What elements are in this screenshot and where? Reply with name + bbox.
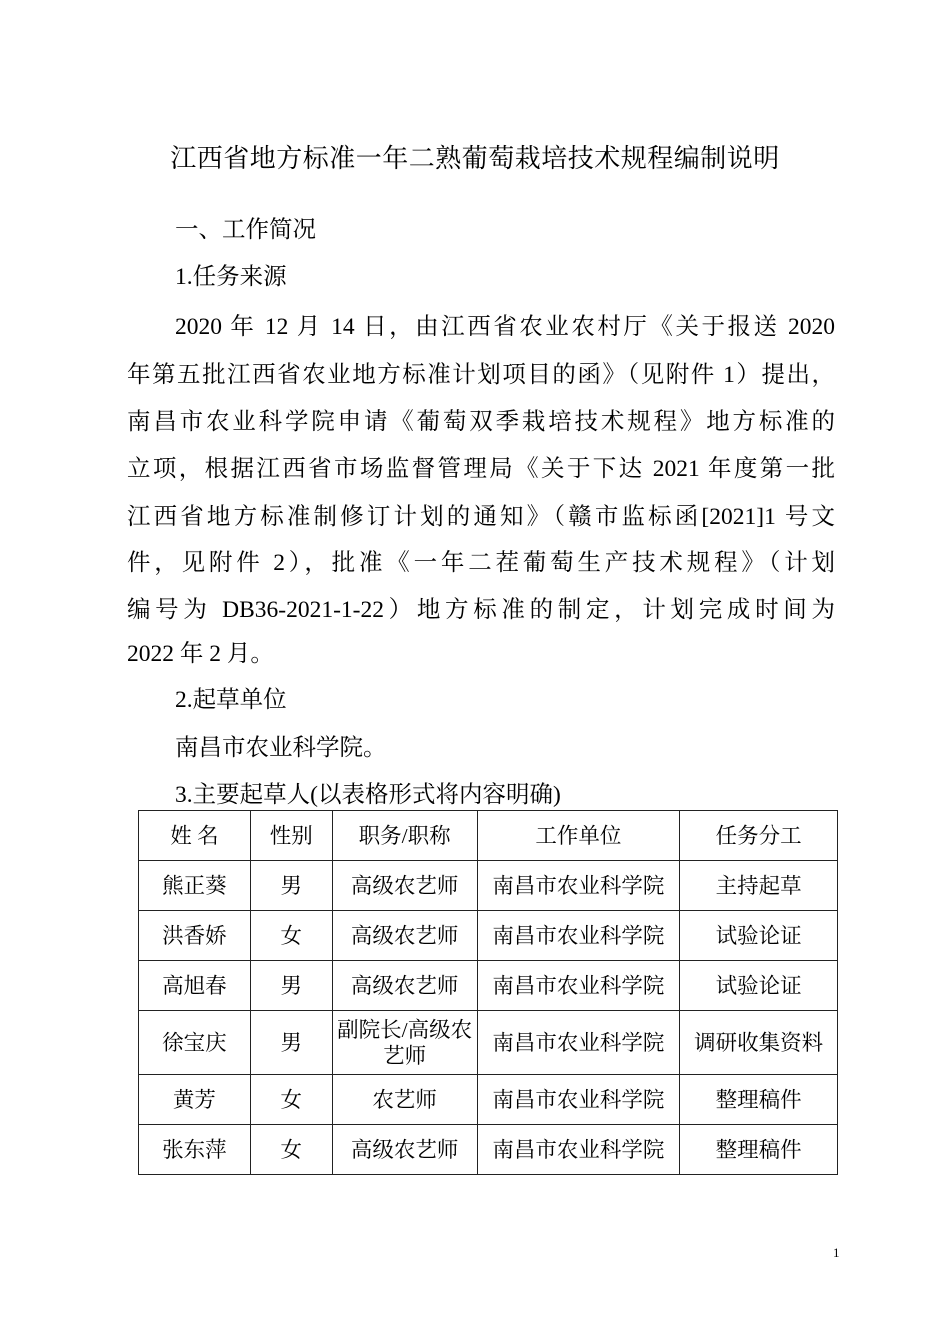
paragraph-line: 年第五批江西省农业地方标准计划项目的函》（见附件 1）提出， (127, 362, 835, 388)
header-cell: 姓 名 (139, 811, 251, 861)
table-cell: 农艺师 (332, 1075, 477, 1125)
document-title: 江西省地方标准一年二熟葡萄栽培技术规程编制说明 (170, 144, 780, 173)
paragraph-line: 2022 年 2 月。 (127, 641, 274, 667)
paragraph-line: 南昌市农业科学院申请《葡萄双季栽培技术规程》地方标准的 (127, 409, 835, 435)
table-cell: 女 (250, 1075, 332, 1125)
table-cell: 南昌市农业科学院 (477, 1011, 680, 1075)
header-cell: 职务/职称 (332, 811, 477, 861)
subsection-heading: 1.任务来源 (175, 264, 287, 290)
table-cell: 南昌市农业科学院 (477, 1075, 680, 1125)
table-cell: 男 (250, 1011, 332, 1075)
table-cell: 南昌市农业科学院 (477, 961, 680, 1011)
table-row (139, 1011, 838, 1075)
table-cell: 徐宝庆 (139, 1011, 251, 1075)
table-row (139, 861, 838, 911)
table-cell: 试验论证 (680, 911, 838, 961)
subsection-heading: 2.起草单位 (175, 687, 287, 713)
page-number: 1 (833, 1245, 840, 1260)
table-cell: 高级农艺师 (332, 861, 477, 911)
table-cell: 试验论证 (680, 961, 838, 1011)
table-cell: 整理稿件 (680, 1125, 838, 1175)
table-cell: 南昌市农业科学院 (477, 1125, 680, 1175)
table-cell: 整理稿件 (680, 1075, 838, 1125)
paragraph-line: 件，见附件 2），批准《一年二茬葡萄生产技术规程》（计划 (127, 550, 835, 576)
drafters-table (138, 810, 838, 1175)
table-cell: 南昌市农业科学院 (477, 911, 680, 961)
header-cell: 工作单位 (477, 811, 680, 861)
subsection-heading: 3.主要起草人(以表格形式将内容明确) (175, 782, 561, 808)
table-cell: 高级农艺师 (332, 961, 477, 1011)
header-cell: 任务分工 (680, 811, 838, 861)
table-cell: 女 (250, 1125, 332, 1175)
paragraph-line: 编号为 DB36-2021-1-22）地方标准的制定，计划完成时间为 (127, 597, 835, 623)
table-cell: 张东萍 (139, 1125, 251, 1175)
table-cell: 高级农艺师 (332, 1125, 477, 1175)
table-row (139, 1075, 838, 1125)
table-header-row (139, 811, 838, 861)
table-cell: 副院长/高级农艺师 (332, 1011, 477, 1075)
table-row (139, 961, 838, 1011)
table-cell: 熊正葵 (139, 861, 251, 911)
table-row (139, 1125, 838, 1175)
table-cell: 高级农艺师 (332, 911, 477, 961)
table-cell: 主持起草 (680, 861, 838, 911)
section-heading: 一、工作简况 (175, 217, 316, 243)
table-cell: 男 (250, 961, 332, 1011)
table-cell: 女 (250, 911, 332, 961)
header-cell: 性别 (250, 811, 332, 861)
table-cell: 洪香娇 (139, 911, 251, 961)
paragraph-line: 立项，根据江西省市场监督管理局《关于下达 2021 年度第一批 (127, 456, 835, 482)
paragraph-line: 江西省地方标准制修订计划的通知》（赣市监标函[2021]1 号文 (127, 504, 835, 530)
table-cell: 男 (250, 861, 332, 911)
paragraph-line: 2020 年 12 月 14 日，由江西省农业农村厅《关于报送 2020 (175, 314, 835, 340)
table-row (139, 911, 838, 961)
table-cell: 调研收集资料 (680, 1011, 838, 1075)
drafting-unit: 南昌市农业科学院。 (175, 735, 387, 761)
table-cell: 黄芳 (139, 1075, 251, 1125)
table-cell: 高旭春 (139, 961, 251, 1011)
table-cell: 南昌市农业科学院 (477, 861, 680, 911)
